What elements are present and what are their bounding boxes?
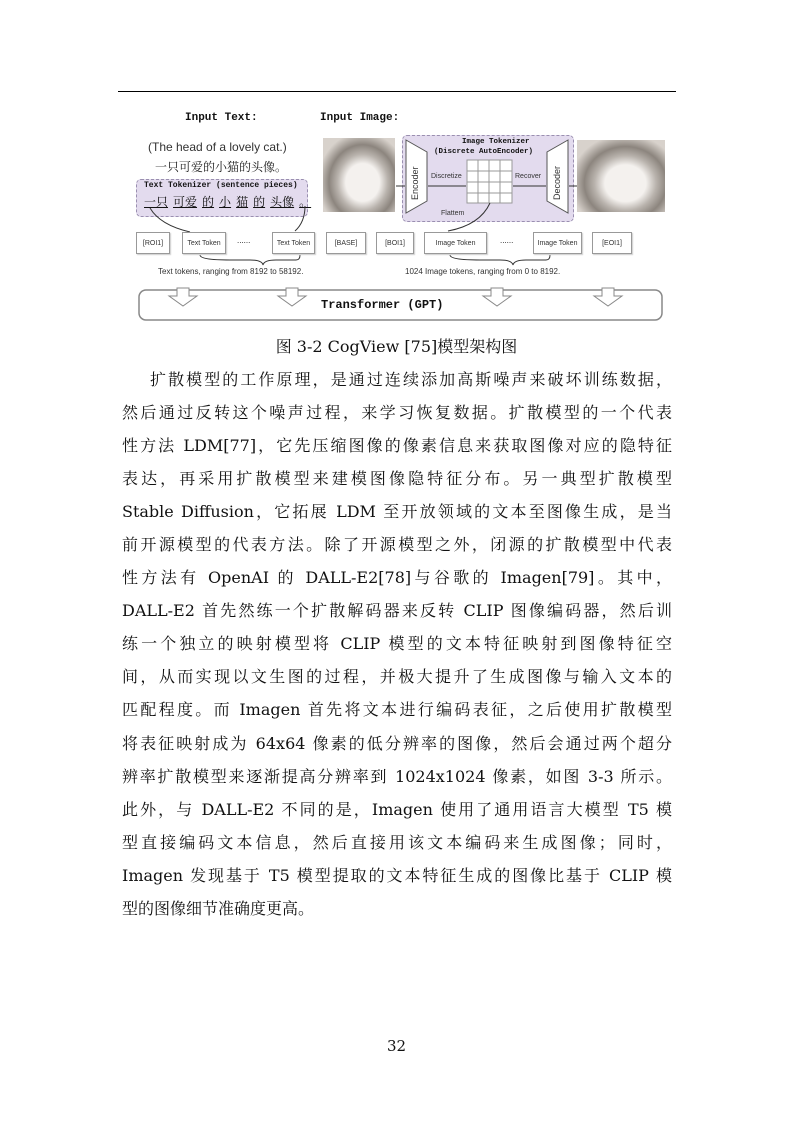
page-number: 32 — [386, 1037, 407, 1055]
discretize-label: Discretize — [431, 173, 462, 180]
paragraph-line: 性方法 LDM[77]，它先压缩图像的像素信息来获取图像对应的隐特征 — [122, 436, 672, 455]
token-image: Image Token — [424, 232, 487, 254]
paragraph-line: 然后通过反转这个噪声过程，来学习恢复数据。扩散模型的一个代表 — [122, 403, 672, 422]
token-grid — [467, 160, 512, 203]
text-tokenizer-title: Text Tokenizer (sentence pieces) — [144, 181, 298, 190]
piece: 一只 — [144, 195, 169, 209]
paragraph-line: 练一个独立的映射模型将 CLIP 模型的文本特征映射到图像特征空 — [122, 634, 672, 653]
image-tokenizer-subtitle: (Discrete AutoEncoder) — [434, 148, 534, 156]
token-text: Text Token — [272, 232, 315, 254]
paragraph-line: 表达，再采用扩散模型来建模图像隐特征分布。另一典型扩散模型 — [122, 469, 672, 488]
paragraph-line: 间，从而实现以文生图的过程，并极大提升了生成图像与输入文本的 — [122, 667, 672, 686]
token-eoi1: [EOI1] — [592, 232, 632, 254]
paragraph-line: 扩散模型的工作原理，是通过连续添加高斯噪声来破坏训练数据， — [150, 370, 672, 389]
paragraph-line: Imagen 发现基于 T5 模型提取的文本特征生成的图像比基于 CLIP 模 — [122, 866, 672, 885]
token-boi1: [BOI1] — [376, 232, 414, 254]
figure-graphics — [0, 0, 793, 330]
paragraph-line: 此外，与 DALL-E2 不同的是，Imagen 使用了通用语言大模型 T5 模 — [122, 800, 672, 819]
paragraph-line: 匹配程度。而 Imagen 首先将文本进行编码表征，之后使用扩散模型 — [122, 700, 672, 719]
transformer-label: Transformer (GPT) — [321, 298, 444, 312]
decoder-label: Decoder — [552, 165, 562, 200]
english-text: (The head of a lovely cat.) — [148, 140, 287, 154]
image-tokenizer-title: Image Tokenizer — [462, 138, 530, 146]
token-roi1: [ROI1] — [136, 232, 170, 254]
token-text: Text Token — [182, 232, 226, 254]
token-ellipsis: ...... — [237, 236, 251, 245]
output-cat-image — [577, 140, 665, 212]
paragraph-line: DALL-E2 首先然练一个扩散解码器来反转 CLIP 图像编码器，然后训 — [122, 601, 672, 620]
cogview-figure — [0, 0, 793, 330]
recover-label: Recover — [515, 173, 542, 180]
token-image: Image Token — [533, 232, 582, 254]
paragraph-line: 辨率扩散模型来逐渐提高分辨率到 1024x1024 像素，如图 3-3 所示。 — [122, 767, 672, 786]
image-tokens-caption: 1024 Image tokens, ranging from 0 to 8192. — [405, 267, 561, 276]
text-tokens-caption: Text tokens, ranging from 8192 to 58192. — [158, 267, 304, 276]
input-text-label: Input Text: — [185, 112, 258, 124]
token-base: [BASE] — [326, 232, 366, 254]
input-image-label: Input Image: — [320, 112, 400, 124]
paragraph-line: 性方法有 OpenAI 的 DALL-E2[78]与谷歌的 Imagen[79]。其中， — [122, 568, 672, 587]
token-ellipsis: ...... — [500, 236, 514, 245]
paragraph-line: 型直接编码文本信息，然后直接用该文本编码来生成图像；同时， — [122, 833, 672, 852]
piece: 的 — [253, 195, 266, 209]
paragraph-line: 前开源模型的代表方法。除了开源模型之外，闭源的扩散模型中代表 — [122, 535, 672, 554]
paragraph-line: Stable Diffusion，它拓展 LDM 至开放领域的文本至图像生成，是当 — [122, 502, 672, 521]
flatten-label: Flattem — [441, 210, 465, 217]
encoder-label: Encoder — [410, 166, 420, 200]
figure-caption: 图 3-2 CogView [75]模型架构图 — [275, 337, 518, 356]
piece: 的 — [202, 195, 215, 209]
piece: 头像 — [270, 195, 295, 209]
paragraph-line: 将表征映射成为 64x64 像素的低分辨率的图像，然后会通过两个超分 — [122, 734, 672, 753]
piece: 猫 — [236, 195, 249, 209]
chinese-text: 一只可爱的小猫的头像。 — [155, 160, 288, 174]
piece: 小 — [219, 195, 232, 209]
piece: 可爱 — [173, 195, 198, 209]
paragraph-line: 型的图像细节准确度更高。 — [122, 899, 315, 918]
piece: 。 — [299, 195, 312, 209]
